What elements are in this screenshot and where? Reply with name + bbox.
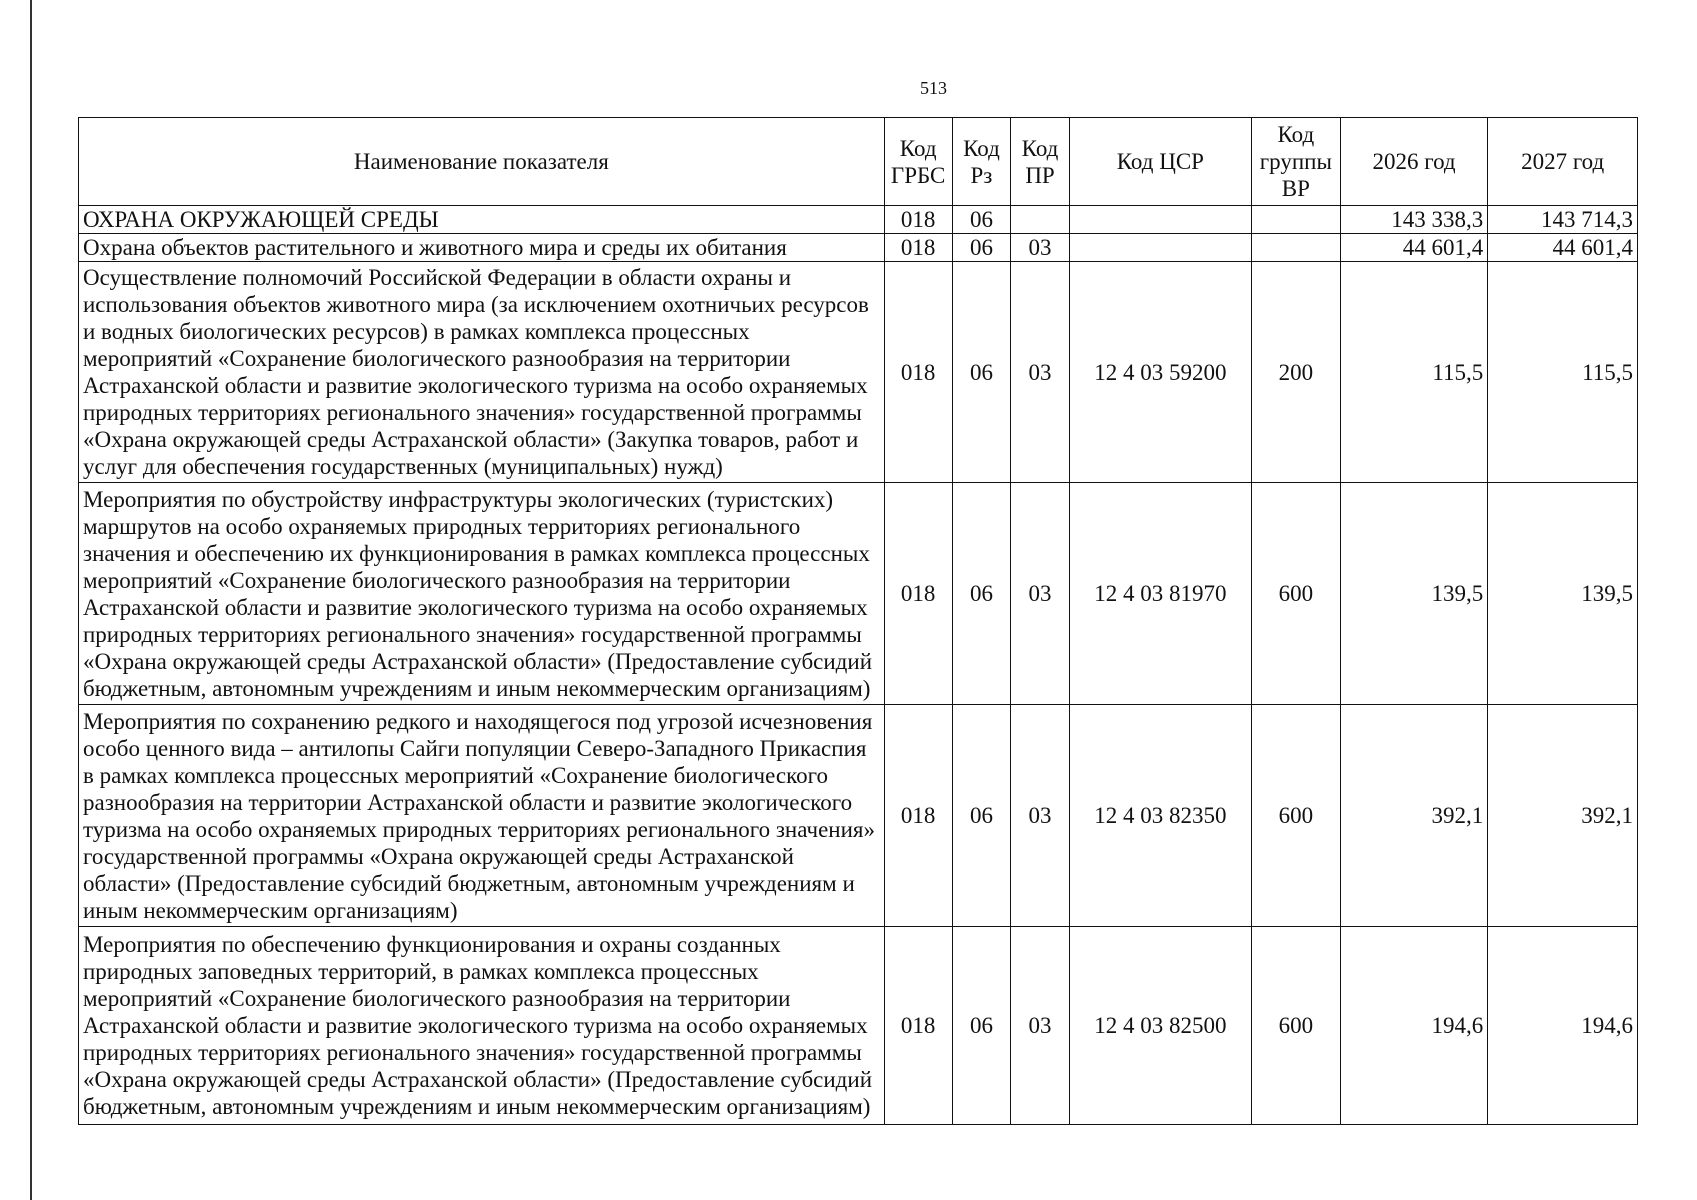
table-row <box>79 262 1638 483</box>
cell-vr <box>1251 206 1340 234</box>
header-grbs: Код ГРБС <box>884 118 952 206</box>
cell-2027: 139,5 <box>1488 483 1638 705</box>
cell-2026: 392,1 <box>1340 705 1488 927</box>
cell-vr: 600 <box>1251 927 1340 1125</box>
table-row <box>79 705 1638 927</box>
cell-rz: 06 <box>952 483 1011 705</box>
cell-pr <box>1011 206 1070 234</box>
cell-csr: 12 4 03 59200 <box>1069 262 1251 483</box>
cell-pr: 03 <box>1011 234 1070 262</box>
budget-table <box>78 117 1638 1125</box>
cell-rz: 06 <box>952 927 1011 1125</box>
cell-2027: 392,1 <box>1488 705 1638 927</box>
cell-name: Мероприятия по обеспечению функционирования и охраны созданных природных заповедных территорий, в рамках комплекса процессных мероприятий «Сохранение биологического разнообразия на территории Астраханской области и развитие экологического туризма на особо охраняемых природных территориях регионального значения» государственной программы «Охрана окружающей среды Астраханской области» (Предоставление субсидий бюджетным, автономным учреждениям и иным некоммерческим организациям) <box>79 927 885 1125</box>
header-rz: Код Рз <box>952 118 1011 206</box>
header-name: Наименование показателя <box>79 118 885 206</box>
cell-grbs: 018 <box>884 927 952 1125</box>
header-2026: 2026 год <box>1340 118 1488 206</box>
cell-name: ОХРАНА ОКРУЖАЮЩЕЙ СРЕДЫ <box>79 206 885 234</box>
cell-2026: 44 601,4 <box>1340 234 1488 262</box>
header-csr: Код ЦСР <box>1069 118 1251 206</box>
cell-rz: 06 <box>952 234 1011 262</box>
cell-name: Осуществление полномочий Российской Федерации в области охраны и использования объектов животного мира (за исключением охотничьих ресурсов и водных биологических ресурсов) в рамках комплекса процессных мероприятий «Сохранение биологического разнообразия на территории Астраханской области и развитие экологического туризма на особо охраняемых природных территориях регионального значения» государственной программы «Охрана окружающей среды Астраханской области» (Закупка товаров, работ и услуг для обеспечения государственных (муниципальных) нужд) <box>79 262 885 483</box>
cell-rz: 06 <box>952 262 1011 483</box>
cell-pr: 03 <box>1011 262 1070 483</box>
cell-csr: 12 4 03 82500 <box>1069 927 1251 1125</box>
cell-rz: 06 <box>952 705 1011 927</box>
cell-pr: 03 <box>1011 927 1070 1125</box>
header-pr: Код ПР <box>1011 118 1070 206</box>
cell-grbs: 018 <box>884 262 952 483</box>
cell-name: Мероприятия по обустройству инфраструктуры экологических (туристских) маршрутов на особо охраняемых природных территориях регионального значения и обеспечению их функционирования в рамках комплекса процессных мероприятий «Сохранение биологического разнообразия на территории Астраханской области и развитие экологического туризма на особо охраняемых природных территориях регионального значения» государственной программы «Охрана окружающей среды Астраханской области» (Предоставление субсидий бюджетным, автономным учреждениям и иным некоммерческим организациям) <box>79 483 885 705</box>
cell-2026: 139,5 <box>1340 483 1488 705</box>
cell-2027: 194,6 <box>1488 927 1638 1125</box>
cell-name: Мероприятия по сохранению редкого и находящегося под угрозой исчезновения особо ценного вида – антилопы Сайги популяции Северо-Западного Прикаспия в рамках комплекса процессных мероприятий «Сохранение биологического разнообразия на территории Астраханской области и развитие экологического туризма на особо охраняемых природных территориях регионального значения» государственной программы «Охрана окружающей среды Астраханской области» (Предоставление субсидий бюджетным, автономным учреждениям и иным некоммерческим организациям) <box>79 705 885 927</box>
table-header-row <box>79 118 1638 206</box>
table-row <box>79 206 1638 234</box>
cell-grbs: 018 <box>884 483 952 705</box>
cell-2027: 44 601,4 <box>1488 234 1638 262</box>
cell-vr <box>1251 234 1340 262</box>
cell-2026: 115,5 <box>1340 262 1488 483</box>
cell-rz: 06 <box>952 206 1011 234</box>
cell-grbs: 018 <box>884 206 952 234</box>
cell-grbs: 018 <box>884 234 952 262</box>
cell-name: Охрана объектов растительного и животного мира и среды их обитания <box>79 234 885 262</box>
header-2027: 2027 год <box>1488 118 1638 206</box>
cell-pr: 03 <box>1011 483 1070 705</box>
cell-csr: 12 4 03 81970 <box>1069 483 1251 705</box>
page-number: 513 <box>920 78 947 98</box>
cell-pr: 03 <box>1011 705 1070 927</box>
cell-csr <box>1069 206 1251 234</box>
cell-2026: 143 338,3 <box>1340 206 1488 234</box>
cell-csr: 12 4 03 82350 <box>1069 705 1251 927</box>
page-margin-line <box>30 0 32 1200</box>
cell-vr: 600 <box>1251 705 1340 927</box>
cell-2026: 194,6 <box>1340 927 1488 1125</box>
header-vr: Код группы ВР <box>1251 118 1340 206</box>
cell-csr <box>1069 234 1251 262</box>
table-row <box>79 483 1638 705</box>
cell-vr: 200 <box>1251 262 1340 483</box>
cell-vr: 600 <box>1251 483 1340 705</box>
cell-2027: 115,5 <box>1488 262 1638 483</box>
cell-grbs: 018 <box>884 705 952 927</box>
table-row <box>79 927 1638 1125</box>
cell-2027: 143 714,3 <box>1488 206 1638 234</box>
table-row <box>79 234 1638 262</box>
